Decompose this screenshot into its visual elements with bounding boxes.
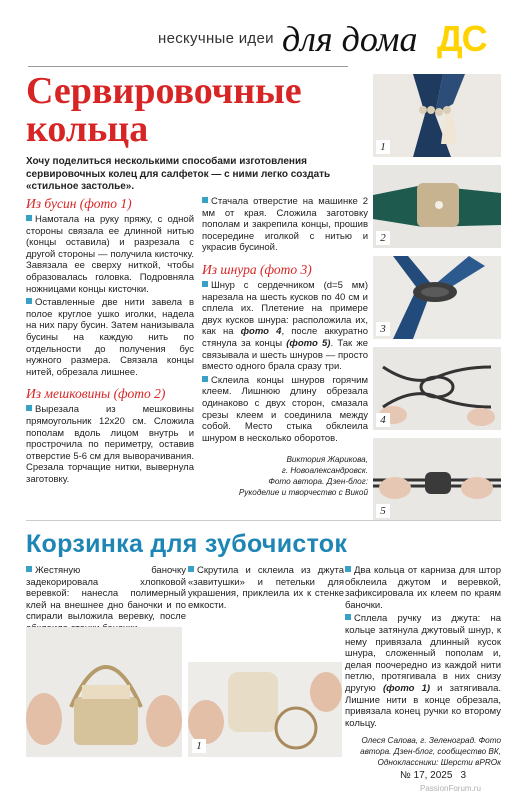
page-footer [400,770,466,781]
issue-number: № 17, 2025 [400,770,453,781]
photo-number: 1 [376,140,390,154]
header-kicker: нескучные идеи [158,30,274,47]
article2-column-3 [345,565,501,768]
paragraph: Оставленные две нити завела в полое круглое ушко иголки, надела на них пару бусин. Затем нанизывала бусины на каждую нить по отдельности до получения бус нужного размера. Связала концы нитей, обрезала лишнее. [26,297,194,378]
photo-number: 4 [376,413,390,427]
section-heading-burlap: Из мешковины (фото 2) [26,386,166,402]
article2-column-2 [188,565,344,613]
magazine-logo: ДС [437,18,487,59]
bullet-square-icon [188,566,194,572]
article-credit: Виктория Жарикова, г. Новоалександровск. Фото автора. Дзен-блог: Рукоделие и творчество с Викой [238,455,368,498]
page-number: 3 [460,770,466,781]
header-divider [28,66,348,67]
article2-title: Корзинка для зубочисток [26,530,348,558]
section-heading-beads: Из бусин (фото 1) [26,196,132,211]
bullet-square-icon [26,215,32,221]
bullet-square-icon [202,376,208,382]
magazine-brand: для дома [282,19,418,59]
section-heading-cord: Из шнура (фото 3) [202,261,312,277]
bullet-square-icon [202,281,208,287]
paragraph: Два кольца от карниза для штор обклеила джутом и веревкой, зафиксировала их клеем по краям баночки. [345,565,501,611]
bullet-square-icon [26,298,32,304]
photo-weaving-step [373,347,501,430]
paragraph: Намотала на руку пряжу, с одной стороны связала ее длинной нитью (концы оставила) и разрезала с другой стороны — получила кисточку. Завязала ее сверху ниткой, чтобы образовалась головка. Подровняла ножницами концы кисточки. [26,214,194,295]
photo-cord-ring [373,256,501,339]
paragraph: Жестяную баночку задекорировала хлопковой веревкой: нанесла полимерный клей на внешнее дно баночки и по спирали выложила веревку, после [26,565,186,623]
bullet-square-icon [202,197,208,203]
photo-bead-ring [373,74,501,157]
photo-number: 3 [376,322,390,336]
photo-strip [373,74,501,529]
paragraph: Скрутила и склеила из джута «завитушки» и петельки для украшения, приклеила их к стенке емкости. [188,565,344,611]
article2-credit: Олеся Салова, г. Зеленоград. Фото автора. Дзен-блог, сообщество ВК, Одноклассники: Шерсти вPROк [360,736,501,768]
article-title: Сервировочные кольца [26,70,302,150]
bullet-square-icon [26,566,32,572]
photo-toothpick-basket [26,627,182,757]
article-lead: Хочу поделиться несколькими способами изготовления сервировочных колец для салфеток — с ними легко создать «стильное застолье». [26,156,331,192]
paragraph: Сплела ручку из джута: на кольце затянула джутовый шнур, к нему привязала длинный кусок шнура, сложенный пополам и, делая поочередно из каждой нити петлю, протягивала в них снизу другую (фото 1) и затягивала. Лишние нити в конце обрезала, привязала конец ручки ко второму кольцу. [345,613,501,729]
paragraph: Вырезала из мешковины прямоугольник 12х20 см. Сложила пополам вдоль лицом внутрь и прострочила по периметру, оставив отверстие 5-6 см для выворачивания. Срезала торчащие нитки, вывернула заготовку. [26,404,194,485]
site-watermark: PassionForum.ru [420,784,481,793]
photo-number: 1 [192,739,206,753]
photo-number: 2 [376,231,390,245]
photo-number: 5 [376,504,390,518]
photo-handle-weaving [188,662,342,757]
article2-column-1 [26,565,186,637]
paragraph: Шнур с сердечником (d=5 мм) нарезала на шесть кусков по 40 см и сплела их. Плетение на примере двух кусков шнура: расположила их, как на фото 4, после аккуратно стянула за концы (фото 5). Так же связывала и шесть шнуров — просто вместо одного брала сразу три. [202,279,369,373]
paragraph: Склеила концы шнуров горячим клеем. Лишнюю длину обрезала одинаково с двух сторон, смазала срезы клеем и соединила между собой. Место стыка обклеила шнуром в несколько оборотов. [202,374,368,444]
bullet-square-icon [26,405,32,411]
article-column-2 [202,196,368,498]
photo-burlap-ring [373,165,501,248]
paragraph: Стачала отверстие на машинке 2 мм от края. Сложила заготовку пополам и закрепила концы, прошив посередине иголкой с нитью и украсив бусиной. [202,196,368,254]
bullet-square-icon [345,614,351,620]
bullet-square-icon [345,566,351,572]
article-divider [26,520,501,521]
article-column-1 [26,196,194,487]
photo-tightening-step [373,438,501,521]
